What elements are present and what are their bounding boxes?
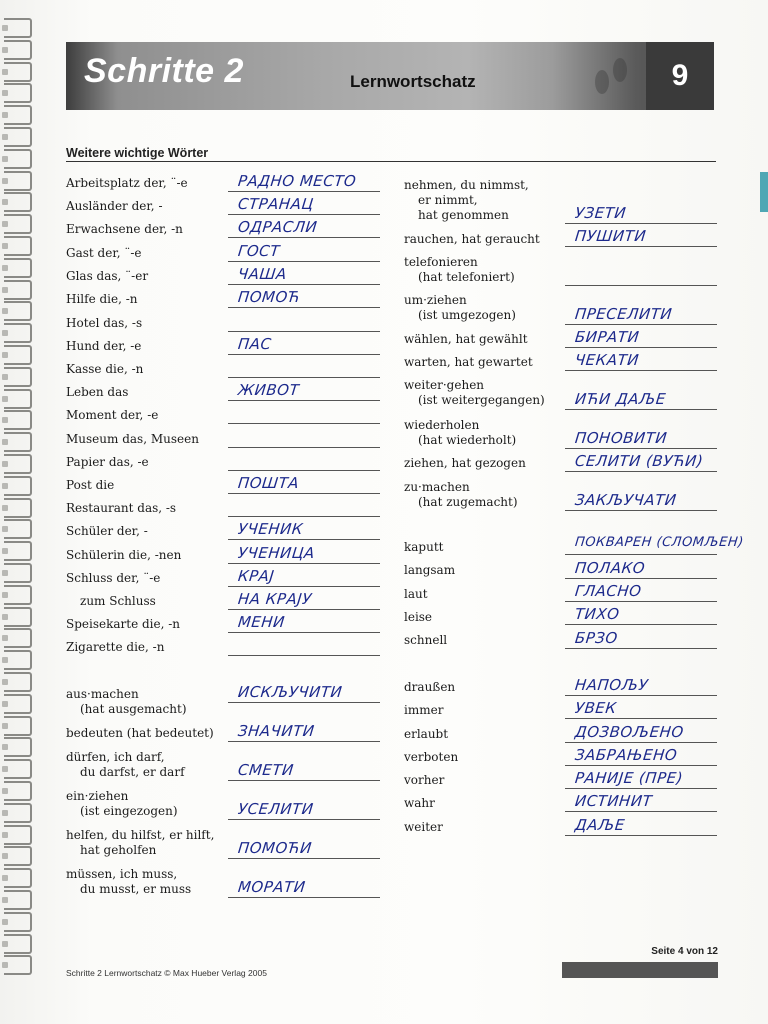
- answer-line[interactable]: [228, 563, 380, 564]
- answer-line[interactable]: [565, 811, 717, 812]
- german-word: [404, 610, 432, 625]
- handwritten-answer: ЖИВОТ: [237, 381, 301, 399]
- german-word-line: telefonieren: [404, 255, 478, 269]
- german-word-line: laut: [404, 587, 428, 601]
- handwritten-answer: СЕЛИТИ (ВУЋИ): [574, 452, 705, 470]
- german-word: [66, 867, 191, 897]
- answer-line[interactable]: [228, 493, 380, 494]
- spiral-ring: [4, 301, 32, 321]
- german-word: [404, 332, 528, 347]
- german-word: [404, 773, 444, 788]
- answer-line[interactable]: [565, 835, 717, 836]
- german-word-line: du musst, er muss: [80, 882, 192, 896]
- answer-line[interactable]: [228, 741, 380, 742]
- german-word-line: erlaubt: [404, 727, 449, 741]
- handwritten-answer: ИСТИНИТ: [574, 792, 654, 810]
- german-word: [66, 385, 128, 400]
- german-word: [66, 316, 142, 331]
- german-word: [66, 789, 178, 819]
- german-word-line: (ist umgezogen): [418, 308, 516, 322]
- handwritten-answer: УЧЕНИЦА: [237, 544, 316, 562]
- answer-line[interactable]: [565, 347, 717, 348]
- page-header: [66, 42, 714, 110]
- answer-line[interactable]: [565, 246, 717, 247]
- german-word-line: Hotel das, -s: [66, 316, 143, 330]
- spiral-ring: [4, 912, 32, 932]
- german-word-line: du darfst, er darf: [80, 765, 185, 779]
- answer-line[interactable]: [228, 539, 380, 540]
- german-word: [66, 687, 187, 717]
- german-word-line: wiederholen: [404, 418, 480, 432]
- german-word-line: schnell: [404, 633, 448, 647]
- answer-line[interactable]: [228, 447, 380, 448]
- german-word: [404, 703, 443, 718]
- answer-line[interactable]: [565, 370, 717, 371]
- german-word: [404, 355, 533, 370]
- spiral-ring: [4, 62, 32, 82]
- spiral-ring: [4, 737, 32, 757]
- lesson-number: 9: [646, 42, 714, 110]
- spiral-ring: [4, 781, 32, 801]
- german-word-line: bedeuten (hat bedeutet): [66, 726, 214, 740]
- answer-line[interactable]: [565, 624, 717, 625]
- german-word: [66, 750, 185, 780]
- answer-line[interactable]: [565, 648, 717, 649]
- spiral-ring: [4, 650, 32, 670]
- handwritten-answer: ПУШИТИ: [574, 227, 648, 245]
- handwritten-answer: НАПОЉУ: [574, 676, 650, 694]
- german-word-line: Post die: [66, 478, 115, 492]
- german-word: [66, 571, 160, 586]
- german-word-line: Ausländer der, -: [66, 199, 163, 213]
- handwritten-answer: ПАС: [237, 335, 273, 353]
- spiral-ring: [4, 236, 32, 256]
- spiral-ring: [4, 192, 32, 212]
- german-word: [404, 727, 448, 742]
- answer-line[interactable]: [228, 237, 380, 238]
- german-word: [404, 255, 515, 285]
- german-word: [66, 524, 148, 539]
- german-word: [404, 540, 443, 555]
- answer-line[interactable]: [565, 223, 717, 224]
- answer-line[interactable]: [228, 702, 380, 703]
- spiral-ring: [4, 628, 32, 648]
- german-word-line: rauchen, hat geraucht: [404, 232, 540, 246]
- spiral-ring: [4, 607, 32, 627]
- german-word-line: er nimmt,: [418, 193, 478, 207]
- german-word: [404, 232, 540, 247]
- german-word: [404, 178, 529, 223]
- german-word-line: Hilfe die, -n: [66, 292, 138, 306]
- german-word-line: (hat wiederholt): [418, 433, 517, 447]
- page-indicator: Seite 4 von 12: [651, 946, 718, 957]
- handwritten-answer: ПОМОЋИ: [237, 839, 313, 857]
- answer-line[interactable]: [228, 354, 380, 355]
- handwritten-answer: ЗНАЧИТИ: [237, 722, 316, 740]
- answer-line[interactable]: [228, 609, 380, 610]
- handwritten-answer: ПРЕСЕЛИТИ: [574, 305, 674, 323]
- handwritten-answer: ПОШТА: [237, 474, 301, 492]
- spiral-ring: [4, 83, 32, 103]
- german-word-line: Schülerin die, -nen: [66, 548, 182, 562]
- handwritten-answer: УЧЕНИК: [237, 520, 305, 538]
- spiral-ring: [4, 519, 32, 539]
- german-word: [66, 199, 163, 214]
- spiral-binding: [4, 18, 34, 978]
- german-word-line: hat genommen: [418, 208, 509, 222]
- spiral-ring: [4, 825, 32, 845]
- german-word-line: weiter: [404, 820, 443, 834]
- answer-line[interactable]: [565, 510, 717, 511]
- spiral-ring: [4, 454, 32, 474]
- german-word-line: (hat ausgemacht): [80, 702, 187, 716]
- answer-line[interactable]: [228, 261, 380, 262]
- german-word-line: zu·machen: [404, 480, 470, 494]
- german-word-line: verboten: [404, 750, 459, 764]
- spiral-ring: [4, 389, 32, 409]
- german-word: [404, 480, 518, 510]
- handwritten-answer: СМЕТИ: [237, 761, 295, 779]
- german-word: [404, 633, 447, 648]
- handwritten-answer: КРАЈ: [237, 567, 276, 585]
- handwritten-answer: УВЕК: [574, 699, 618, 717]
- german-word-line: aus·machen: [66, 687, 139, 701]
- german-word: [80, 594, 156, 609]
- handwritten-answer: НА КРАЈУ: [237, 590, 313, 608]
- handwritten-answer: УЗЕТИ: [574, 204, 628, 222]
- spiral-ring: [4, 323, 32, 343]
- spiral-ring: [4, 345, 32, 365]
- german-word-line: weiter·gehen: [404, 378, 485, 392]
- answer-line[interactable]: [228, 284, 380, 285]
- edge-tab-marker: [760, 172, 768, 212]
- spiral-ring: [4, 432, 32, 452]
- spiral-ring: [4, 803, 32, 823]
- handwritten-answer: РАНИЈЕ (ПРЕ): [574, 769, 684, 787]
- german-word-line: um·ziehen: [404, 293, 467, 307]
- german-word-line: (hat telefoniert): [418, 270, 515, 284]
- german-word-line: vorher: [404, 773, 445, 787]
- answer-line[interactable]: [565, 554, 717, 555]
- german-word-line: Schluss der, ¨-e: [66, 571, 161, 585]
- german-word-line: wahr: [404, 796, 435, 810]
- german-word: [66, 455, 149, 470]
- answer-line[interactable]: [565, 718, 717, 719]
- spiral-ring: [4, 541, 32, 561]
- german-word: [404, 418, 516, 448]
- spiral-ring: [4, 105, 32, 125]
- german-word-line: Leben das: [66, 385, 129, 399]
- answer-line[interactable]: [565, 285, 717, 286]
- german-word: [66, 176, 188, 191]
- german-word-line: Erwachsene der, -n: [66, 222, 183, 236]
- german-word: [66, 828, 214, 858]
- answer-line[interactable]: [565, 695, 717, 696]
- spiral-ring: [4, 410, 32, 430]
- german-word: [404, 796, 435, 811]
- german-word: [404, 820, 443, 835]
- german-word-line: Moment der, -e: [66, 408, 159, 422]
- header-title: Schritte 2: [84, 52, 244, 90]
- handwritten-answer: ПОМОЋ: [237, 288, 302, 306]
- german-word: [66, 292, 138, 307]
- handwritten-answer: ЗАКЉУЧАТИ: [574, 491, 678, 509]
- header-subtitle: Lernwortschatz: [350, 72, 476, 91]
- spiral-ring: [4, 934, 32, 954]
- answer-line[interactable]: [565, 471, 717, 472]
- german-word-line: Zigarette die, -n: [66, 640, 165, 654]
- german-word-line: Speisekarte die, -n: [66, 617, 181, 631]
- answer-line[interactable]: [565, 765, 717, 766]
- answer-line[interactable]: [228, 307, 380, 308]
- footprints-icon: [586, 52, 636, 102]
- answer-line[interactable]: [228, 470, 380, 471]
- answer-line[interactable]: [228, 819, 380, 820]
- german-word-line: ein·ziehen: [66, 789, 129, 803]
- spiral-ring: [4, 498, 32, 518]
- german-word-line: Hund der, -e: [66, 339, 142, 353]
- answer-line[interactable]: [228, 655, 380, 656]
- german-word-line: nehmen, du nimmst,: [404, 178, 529, 192]
- answer-line[interactable]: [228, 632, 380, 633]
- answer-line[interactable]: [565, 788, 717, 789]
- handwritten-answer: МЕНИ: [237, 613, 286, 631]
- answer-line[interactable]: [565, 578, 717, 579]
- handwritten-answer: ГОСТ: [237, 242, 281, 260]
- spiral-ring: [4, 40, 32, 60]
- german-word: [66, 478, 114, 493]
- answer-line[interactable]: [228, 858, 380, 859]
- spiral-ring: [4, 868, 32, 888]
- german-word: [66, 246, 142, 261]
- german-word-line: kaputt: [404, 540, 444, 554]
- german-word: [66, 362, 143, 377]
- answer-line[interactable]: [565, 448, 717, 449]
- german-word-line: (hat zugemacht): [418, 495, 518, 509]
- german-word-line: Arbeitsplatz der, ¨-e: [66, 176, 188, 190]
- spiral-ring: [4, 171, 32, 191]
- spiral-ring: [4, 955, 32, 975]
- german-word: [404, 456, 526, 471]
- answer-line[interactable]: [228, 780, 380, 781]
- copyright-note: Schritte 2 Lernwortschatz © Max Hueber Verlag 2005: [66, 968, 267, 978]
- handwritten-answer: ОДРАСЛИ: [237, 218, 319, 236]
- handwritten-answer: БРЗО: [574, 629, 619, 647]
- german-word-line: leise: [404, 610, 433, 624]
- handwritten-answer: ДОЗВОЉЕНО: [574, 723, 685, 741]
- german-word-line: Schüler der, -: [66, 524, 148, 538]
- handwritten-answer: ГЛАСНО: [574, 582, 643, 600]
- german-word-line: müssen, ich muss,: [66, 867, 178, 881]
- german-word: [66, 269, 148, 284]
- german-word: [66, 548, 181, 563]
- german-word-line: langsam: [404, 563, 456, 577]
- german-word-line: Gast der, ¨-e: [66, 246, 142, 260]
- german-word: [66, 432, 199, 447]
- handwritten-answer: ПОНОВИТИ: [574, 429, 669, 447]
- handwritten-answer: УСЕЛИТИ: [237, 800, 315, 818]
- answer-line[interactable]: [228, 377, 380, 378]
- spiral-ring: [4, 759, 32, 779]
- spiral-ring: [4, 18, 32, 38]
- answer-line[interactable]: [228, 191, 380, 192]
- answer-line[interactable]: [228, 516, 380, 517]
- german-word: [404, 378, 545, 408]
- answer-line[interactable]: [228, 214, 380, 215]
- answer-line[interactable]: [228, 400, 380, 401]
- german-word: [404, 563, 455, 578]
- spiral-ring: [4, 367, 32, 387]
- handwritten-answer: ДАЉЕ: [574, 816, 626, 834]
- german-word-line: dürfen, ich darf,: [66, 750, 165, 764]
- german-word-line: Restaurant das, -s: [66, 501, 177, 515]
- handwritten-answer: ПОКВАРЕН (СЛОМЉЕН): [574, 535, 745, 550]
- handwritten-answer: ИЋИ ДАЉЕ: [574, 390, 667, 408]
- german-word: [66, 726, 214, 741]
- german-word-line: draußen: [404, 680, 456, 694]
- footer-bar: [562, 962, 718, 978]
- german-word-line: Papier das, -e: [66, 455, 149, 469]
- german-word-line: Museum das, Museen: [66, 432, 199, 446]
- handwritten-answer: ТИХО: [574, 605, 621, 623]
- german-word: [404, 587, 428, 602]
- german-word: [66, 339, 141, 354]
- spiral-ring: [4, 280, 32, 300]
- spiral-ring: [4, 563, 32, 583]
- answer-line[interactable]: [565, 409, 717, 410]
- handwritten-answer: МОРАТИ: [237, 878, 307, 896]
- german-word: [404, 680, 455, 695]
- handwritten-answer: РАДНО МЕСТО: [237, 172, 358, 190]
- german-word-line: warten, hat gewartet: [404, 355, 533, 369]
- handwritten-answer: ИСКЉУЧИТИ: [237, 683, 344, 701]
- german-word-line: (ist eingezogen): [80, 804, 178, 818]
- german-word: [404, 293, 516, 323]
- german-word-line: helfen, du hilfst, er hilft,: [66, 828, 215, 842]
- spiral-ring: [4, 716, 32, 736]
- section-title: Weitere wichtige Wörter: [66, 146, 209, 160]
- spiral-ring: [4, 258, 32, 278]
- answer-line[interactable]: [228, 423, 380, 424]
- spiral-ring: [4, 846, 32, 866]
- handwritten-answer: ЗАБРАЊЕНО: [574, 746, 679, 764]
- german-word: [404, 750, 458, 765]
- answer-line[interactable]: [565, 601, 717, 602]
- german-word: [66, 640, 164, 655]
- spiral-ring: [4, 672, 32, 692]
- spiral-ring: [4, 585, 32, 605]
- spiral-ring: [4, 127, 32, 147]
- section-divider: [66, 161, 716, 162]
- handwritten-answer: ЧЕКАТИ: [574, 351, 641, 369]
- german-word: [66, 501, 176, 516]
- handwritten-answer: ПОЛАКО: [574, 559, 647, 577]
- handwritten-answer: БИРАТИ: [574, 328, 641, 346]
- answer-line[interactable]: [228, 331, 380, 332]
- spiral-ring: [4, 214, 32, 234]
- answer-line[interactable]: [228, 897, 380, 898]
- spiral-ring: [4, 149, 32, 169]
- spiral-ring: [4, 694, 32, 714]
- german-word-line: Kasse die, -n: [66, 362, 144, 376]
- handwritten-answer: ЧАША: [237, 265, 288, 283]
- german-word-line: hat geholfen: [80, 843, 157, 857]
- german-word: [66, 222, 183, 237]
- spiral-ring: [4, 890, 32, 910]
- german-word-line: immer: [404, 703, 444, 717]
- german-word-line: zum Schluss: [80, 594, 156, 608]
- spiral-ring: [4, 476, 32, 496]
- answer-line[interactable]: [565, 324, 717, 325]
- german-word-line: wählen, hat gewählt: [404, 332, 528, 346]
- handwritten-answer: СТРАНАЦ: [237, 195, 315, 213]
- german-word: [66, 617, 180, 632]
- german-word: [66, 408, 158, 423]
- german-word-line: Glas das, ¨-er: [66, 269, 149, 283]
- answer-line[interactable]: [565, 742, 717, 743]
- answer-line[interactable]: [228, 586, 380, 587]
- german-word-line: (ist weitergegangen): [418, 393, 545, 407]
- german-word-line: ziehen, hat gezogen: [404, 456, 526, 470]
